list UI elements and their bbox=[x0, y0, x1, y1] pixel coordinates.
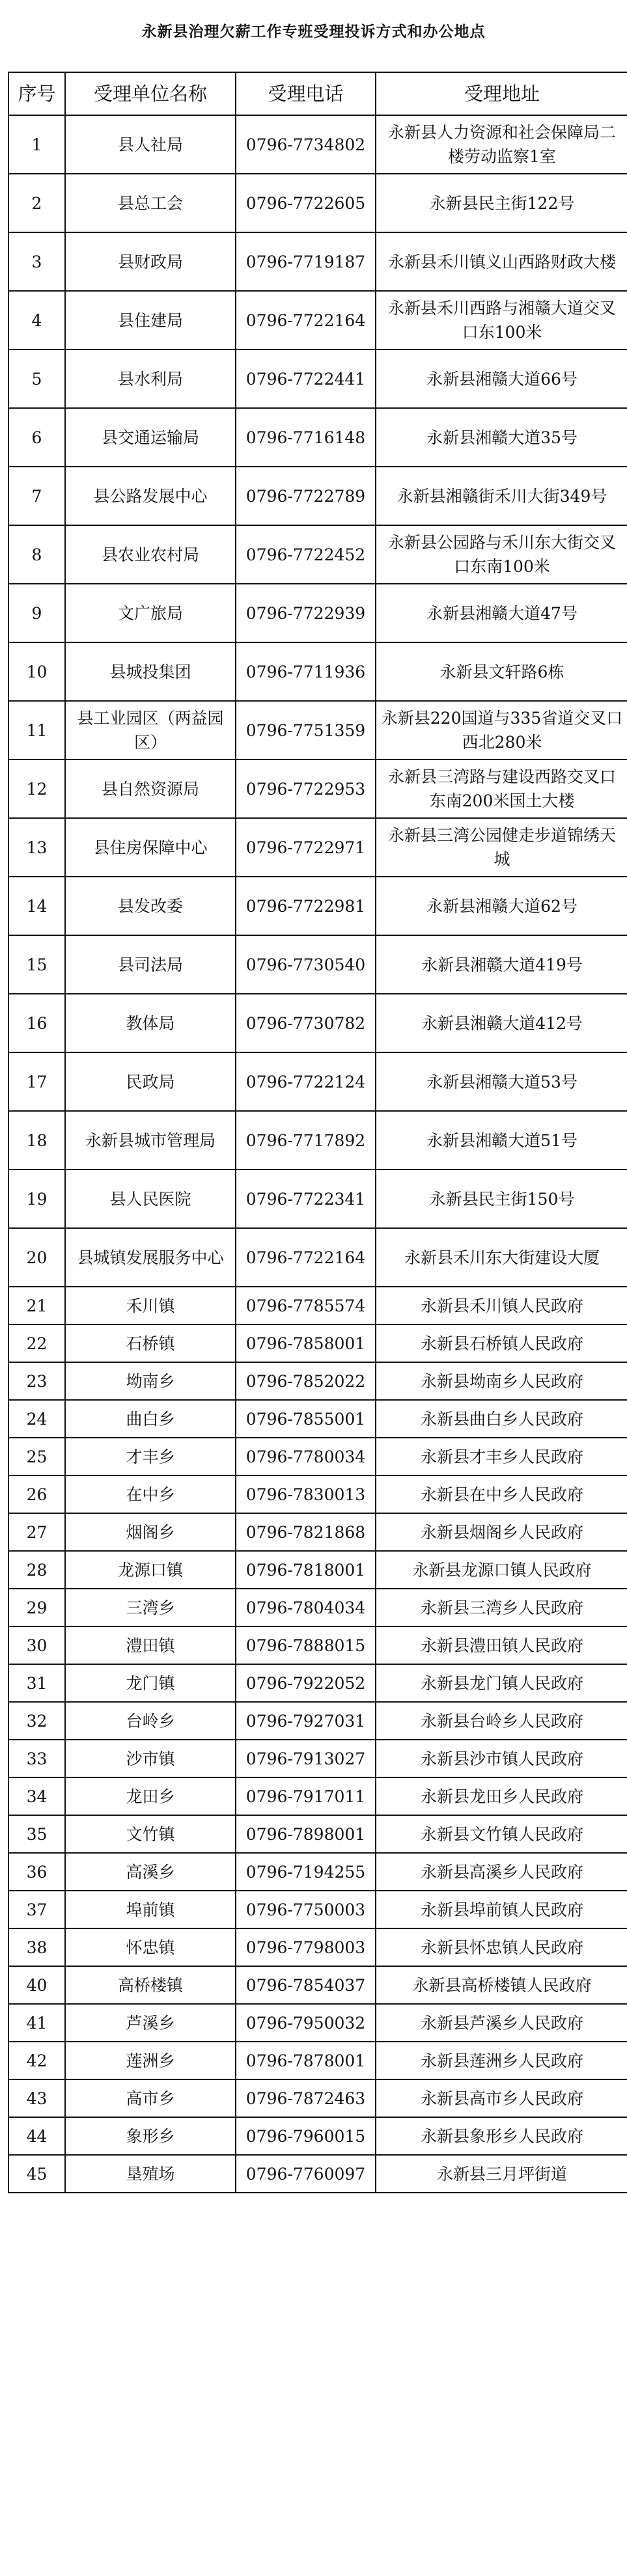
phone-number: 0796-7722953 bbox=[236, 760, 376, 818]
unit-name: 县人民医院 bbox=[65, 1170, 236, 1228]
unit-name: 禾川镇 bbox=[65, 1287, 236, 1324]
row-index: 16 bbox=[8, 994, 65, 1052]
phone-number: 0796-7751359 bbox=[236, 701, 376, 760]
phone-number: 0796-7719187 bbox=[236, 232, 376, 291]
table-body bbox=[8, 115, 627, 2193]
phone-number: 0796-7922052 bbox=[236, 1664, 376, 1702]
table-row bbox=[8, 2155, 627, 2193]
address: 永新县三湾公园健走步道锦绣天城 bbox=[376, 818, 627, 877]
unit-name: 象形乡 bbox=[65, 2117, 236, 2155]
address: 永新县石桥镇人民政府 bbox=[376, 1324, 627, 1362]
header-phone: 受理电话 bbox=[236, 72, 376, 115]
phone-number: 0796-7722971 bbox=[236, 818, 376, 877]
table-row bbox=[8, 818, 627, 877]
unit-name: 县财政局 bbox=[65, 232, 236, 291]
unit-name: 县发改委 bbox=[65, 877, 236, 935]
row-index: 19 bbox=[8, 1170, 65, 1228]
table-row bbox=[8, 2004, 627, 2042]
table-row bbox=[8, 584, 627, 642]
phone-number: 0796-7888015 bbox=[236, 1626, 376, 1664]
row-index: 42 bbox=[8, 2042, 65, 2079]
address: 永新县220国道与335省道交叉口西北280米 bbox=[376, 701, 627, 760]
address: 永新县三月坪街道 bbox=[376, 2155, 627, 2193]
row-index: 31 bbox=[8, 1664, 65, 1702]
row-index: 5 bbox=[8, 349, 65, 408]
row-index: 38 bbox=[8, 1928, 65, 1966]
address: 永新县高溪乡人民政府 bbox=[376, 1853, 627, 1891]
phone-number: 0796-7750003 bbox=[236, 1891, 376, 1928]
phone-number: 0796-7854037 bbox=[236, 1966, 376, 2004]
phone-number: 0796-7917011 bbox=[236, 1777, 376, 1815]
address: 永新县在中乡人民政府 bbox=[376, 1475, 627, 1513]
row-index: 22 bbox=[8, 1324, 65, 1362]
row-index: 33 bbox=[8, 1740, 65, 1777]
table-row bbox=[8, 1664, 627, 1702]
unit-name: 县总工会 bbox=[65, 174, 236, 232]
address: 永新县民主街122号 bbox=[376, 174, 627, 232]
row-index: 34 bbox=[8, 1777, 65, 1815]
table-row bbox=[8, 349, 627, 408]
header-address: 受理地址 bbox=[376, 72, 627, 115]
table-row bbox=[8, 1111, 627, 1170]
row-index: 21 bbox=[8, 1287, 65, 1324]
phone-number: 0796-7878001 bbox=[236, 2042, 376, 2079]
table-row bbox=[8, 2042, 627, 2079]
unit-name: 烟阁乡 bbox=[65, 1513, 236, 1551]
table-row bbox=[8, 1551, 627, 1589]
row-index: 17 bbox=[8, 1052, 65, 1111]
table-row bbox=[8, 408, 627, 467]
table-row bbox=[8, 115, 627, 174]
address: 永新县曲白乡人民政府 bbox=[376, 1400, 627, 1438]
unit-name: 垦殖场 bbox=[65, 2155, 236, 2193]
address: 永新县台岭乡人民政府 bbox=[376, 1702, 627, 1740]
unit-name: 县公路发展中心 bbox=[65, 467, 236, 525]
table-row bbox=[8, 2117, 627, 2155]
unit-name: 县住房保障中心 bbox=[65, 818, 236, 877]
row-index: 11 bbox=[8, 701, 65, 760]
row-index: 44 bbox=[8, 2117, 65, 2155]
unit-name: 三湾乡 bbox=[65, 1589, 236, 1626]
row-index: 23 bbox=[8, 1362, 65, 1400]
table-row bbox=[8, 760, 627, 818]
address: 永新县怀忠镇人民政府 bbox=[376, 1928, 627, 1966]
row-index: 2 bbox=[8, 174, 65, 232]
unit-name: 芦溪乡 bbox=[65, 2004, 236, 2042]
row-index: 15 bbox=[8, 935, 65, 994]
table-row bbox=[8, 525, 627, 584]
phone-number: 0796-7722789 bbox=[236, 467, 376, 525]
phone-number: 0796-7913027 bbox=[236, 1740, 376, 1777]
phone-number: 0796-7950032 bbox=[236, 2004, 376, 2042]
phone-number: 0796-7780034 bbox=[236, 1438, 376, 1475]
row-index: 4 bbox=[8, 291, 65, 349]
address: 永新县龙源口镇人民政府 bbox=[376, 1551, 627, 1589]
address: 永新县高市乡人民政府 bbox=[376, 2079, 627, 2117]
unit-name: 龙门镇 bbox=[65, 1664, 236, 1702]
unit-name: 龙源口镇 bbox=[65, 1551, 236, 1589]
phone-number: 0796-7855001 bbox=[236, 1400, 376, 1438]
table-row bbox=[8, 1362, 627, 1400]
header-unit-name: 受理单位名称 bbox=[65, 72, 236, 115]
address: 永新县沙市镇人民政府 bbox=[376, 1740, 627, 1777]
table-row bbox=[8, 467, 627, 525]
row-index: 1 bbox=[8, 115, 65, 174]
row-index: 36 bbox=[8, 1853, 65, 1891]
phone-number: 0796-7722605 bbox=[236, 174, 376, 232]
row-index: 35 bbox=[8, 1815, 65, 1853]
phone-number: 0796-7722981 bbox=[236, 877, 376, 935]
address: 永新县湘赣大道412号 bbox=[376, 994, 627, 1052]
row-index: 3 bbox=[8, 232, 65, 291]
address: 永新县湘赣街禾川大街349号 bbox=[376, 467, 627, 525]
table-row bbox=[8, 1815, 627, 1853]
address: 永新县民主街150号 bbox=[376, 1170, 627, 1228]
table-row bbox=[8, 1228, 627, 1287]
address: 永新县禾川东大街建设大厦 bbox=[376, 1228, 627, 1287]
unit-name: 县水利局 bbox=[65, 349, 236, 408]
address: 永新县才丰乡人民政府 bbox=[376, 1438, 627, 1475]
row-index: 20 bbox=[8, 1228, 65, 1287]
unit-name: 县农业农村局 bbox=[65, 525, 236, 584]
row-index: 12 bbox=[8, 760, 65, 818]
address: 永新县湘赣大道66号 bbox=[376, 349, 627, 408]
address: 永新县禾川镇人民政府 bbox=[376, 1287, 627, 1324]
unit-name: 县城镇发展服务中心 bbox=[65, 1228, 236, 1287]
complaint-office-table bbox=[8, 72, 627, 2193]
phone-number: 0796-7760097 bbox=[236, 2155, 376, 2193]
table-row bbox=[8, 291, 627, 349]
address: 永新县文轩路6栋 bbox=[376, 642, 627, 701]
phone-number: 0796-7722124 bbox=[236, 1052, 376, 1111]
table-row bbox=[8, 1853, 627, 1891]
table-row bbox=[8, 1928, 627, 1966]
unit-name: 县司法局 bbox=[65, 935, 236, 994]
table-row bbox=[8, 1740, 627, 1777]
unit-name: 曲白乡 bbox=[65, 1400, 236, 1438]
phone-number: 0796-7804034 bbox=[236, 1589, 376, 1626]
unit-name: 澧田镇 bbox=[65, 1626, 236, 1664]
unit-name: 石桥镇 bbox=[65, 1324, 236, 1362]
unit-name: 民政局 bbox=[65, 1052, 236, 1111]
row-index: 28 bbox=[8, 1551, 65, 1589]
table-row bbox=[8, 232, 627, 291]
address: 永新县莲洲乡人民政府 bbox=[376, 2042, 627, 2079]
row-index: 10 bbox=[8, 642, 65, 701]
table-row bbox=[8, 1702, 627, 1740]
address: 永新县湘赣大道35号 bbox=[376, 408, 627, 467]
address: 永新县三湾乡人民政府 bbox=[376, 1589, 627, 1626]
row-index: 14 bbox=[8, 877, 65, 935]
address: 永新县烟阁乡人民政府 bbox=[376, 1513, 627, 1551]
table-row bbox=[8, 1052, 627, 1111]
table-row bbox=[8, 994, 627, 1052]
table-row bbox=[8, 701, 627, 760]
table-header-row bbox=[8, 72, 627, 115]
unit-name: 县交通运输局 bbox=[65, 408, 236, 467]
unit-name: 埠前镇 bbox=[65, 1891, 236, 1928]
table-row bbox=[8, 1400, 627, 1438]
unit-name: 文广旅局 bbox=[65, 584, 236, 642]
unit-name: 县工业园区（两益园区） bbox=[65, 701, 236, 760]
unit-name: 龙田乡 bbox=[65, 1777, 236, 1815]
phone-number: 0796-7711936 bbox=[236, 642, 376, 701]
table-row bbox=[8, 1777, 627, 1815]
phone-number: 0796-7960015 bbox=[236, 2117, 376, 2155]
row-index: 18 bbox=[8, 1111, 65, 1170]
phone-number: 0796-7717892 bbox=[236, 1111, 376, 1170]
phone-number: 0796-7722164 bbox=[236, 291, 376, 349]
address: 永新县龙门镇人民政府 bbox=[376, 1664, 627, 1702]
unit-name: 县自然资源局 bbox=[65, 760, 236, 818]
row-index: 27 bbox=[8, 1513, 65, 1551]
unit-name: 县住建局 bbox=[65, 291, 236, 349]
phone-number: 0796-7872463 bbox=[236, 2079, 376, 2117]
row-index: 43 bbox=[8, 2079, 65, 2117]
row-index: 7 bbox=[8, 467, 65, 525]
row-index: 32 bbox=[8, 1702, 65, 1740]
table-row bbox=[8, 642, 627, 701]
phone-number: 0796-7821868 bbox=[236, 1513, 376, 1551]
unit-name: 文竹镇 bbox=[65, 1815, 236, 1853]
table-row bbox=[8, 1438, 627, 1475]
table-row bbox=[8, 1891, 627, 1928]
row-index: 8 bbox=[8, 525, 65, 584]
header-index: 序号 bbox=[8, 72, 65, 115]
phone-number: 0796-7858001 bbox=[236, 1324, 376, 1362]
row-index: 30 bbox=[8, 1626, 65, 1664]
table-row bbox=[8, 935, 627, 994]
table-row bbox=[8, 877, 627, 935]
address: 永新县象形乡人民政府 bbox=[376, 2117, 627, 2155]
unit-name: 台岭乡 bbox=[65, 1702, 236, 1740]
phone-number: 0796-7722341 bbox=[236, 1170, 376, 1228]
address: 永新县湘赣大道47号 bbox=[376, 584, 627, 642]
phone-number: 0796-7722939 bbox=[236, 584, 376, 642]
address: 永新县三湾路与建设西路交叉口东南200米国土大楼 bbox=[376, 760, 627, 818]
row-index: 26 bbox=[8, 1475, 65, 1513]
row-index: 24 bbox=[8, 1400, 65, 1438]
table-row bbox=[8, 1287, 627, 1324]
phone-number: 0796-7722452 bbox=[236, 525, 376, 584]
address: 永新县湘赣大道62号 bbox=[376, 877, 627, 935]
row-index: 13 bbox=[8, 818, 65, 877]
row-index: 37 bbox=[8, 1891, 65, 1928]
row-index: 29 bbox=[8, 1589, 65, 1626]
address: 永新县湘赣大道419号 bbox=[376, 935, 627, 994]
phone-number: 0796-7830013 bbox=[236, 1475, 376, 1513]
phone-number: 0796-7722441 bbox=[236, 349, 376, 408]
unit-name: 才丰乡 bbox=[65, 1438, 236, 1475]
unit-name: 怀忠镇 bbox=[65, 1928, 236, 1966]
unit-name: 教体局 bbox=[65, 994, 236, 1052]
address: 永新县禾川镇义山西路财政大楼 bbox=[376, 232, 627, 291]
address: 永新县坳南乡人民政府 bbox=[376, 1362, 627, 1400]
phone-number: 0796-7730540 bbox=[236, 935, 376, 994]
row-index: 45 bbox=[8, 2155, 65, 2193]
row-index: 40 bbox=[8, 1966, 65, 2004]
phone-number: 0796-7852022 bbox=[236, 1362, 376, 1400]
phone-number: 0796-7194255 bbox=[236, 1853, 376, 1891]
unit-name: 沙市镇 bbox=[65, 1740, 236, 1777]
unit-name: 高溪乡 bbox=[65, 1853, 236, 1891]
phone-number: 0796-7730782 bbox=[236, 994, 376, 1052]
phone-number: 0796-7818001 bbox=[236, 1551, 376, 1589]
phone-number: 0796-7798003 bbox=[236, 1928, 376, 1966]
table-row bbox=[8, 174, 627, 232]
unit-name: 高市乡 bbox=[65, 2079, 236, 2117]
table-row bbox=[8, 1626, 627, 1664]
row-index: 6 bbox=[8, 408, 65, 467]
table-row bbox=[8, 2079, 627, 2117]
table-row bbox=[8, 1170, 627, 1228]
address: 永新县文竹镇人民政府 bbox=[376, 1815, 627, 1853]
phone-number: 0796-7734802 bbox=[236, 115, 376, 174]
address: 永新县湘赣大道51号 bbox=[376, 1111, 627, 1170]
unit-name: 县城投集团 bbox=[65, 642, 236, 701]
row-index: 9 bbox=[8, 584, 65, 642]
unit-name: 在中乡 bbox=[65, 1475, 236, 1513]
row-index: 41 bbox=[8, 2004, 65, 2042]
table-row bbox=[8, 1589, 627, 1626]
address: 永新县人力资源和社会保障局二楼劳动监察1室 bbox=[376, 115, 627, 174]
address: 永新县公园路与禾川东大街交叉口东南100米 bbox=[376, 525, 627, 584]
table-row bbox=[8, 1513, 627, 1551]
table-row bbox=[8, 1324, 627, 1362]
phone-number: 0796-7722164 bbox=[236, 1228, 376, 1287]
address: 永新县高桥楼镇人民政府 bbox=[376, 1966, 627, 2004]
table-row bbox=[8, 1966, 627, 2004]
address: 永新县禾川西路与湘赣大道交叉口东100米 bbox=[376, 291, 627, 349]
row-index: 25 bbox=[8, 1438, 65, 1475]
table-row bbox=[8, 1475, 627, 1513]
unit-name: 永新县城市管理局 bbox=[65, 1111, 236, 1170]
phone-number: 0796-7898001 bbox=[236, 1815, 376, 1853]
phone-number: 0796-7785574 bbox=[236, 1287, 376, 1324]
address: 永新县龙田乡人民政府 bbox=[376, 1777, 627, 1815]
unit-name: 莲洲乡 bbox=[65, 2042, 236, 2079]
document-title: 永新县治理欠薪工作专班受理投诉方式和办公地点 bbox=[141, 23, 486, 40]
phone-number: 0796-7716148 bbox=[236, 408, 376, 467]
address: 永新县湘赣大道53号 bbox=[376, 1052, 627, 1111]
address: 永新县澧田镇人民政府 bbox=[376, 1626, 627, 1664]
unit-name: 高桥楼镇 bbox=[65, 1966, 236, 2004]
address: 永新县芦溪乡人民政府 bbox=[376, 2004, 627, 2042]
address: 永新县埠前镇人民政府 bbox=[376, 1891, 627, 1928]
unit-name: 坳南乡 bbox=[65, 1362, 236, 1400]
phone-number: 0796-7927031 bbox=[236, 1702, 376, 1740]
unit-name: 县人社局 bbox=[65, 115, 236, 174]
